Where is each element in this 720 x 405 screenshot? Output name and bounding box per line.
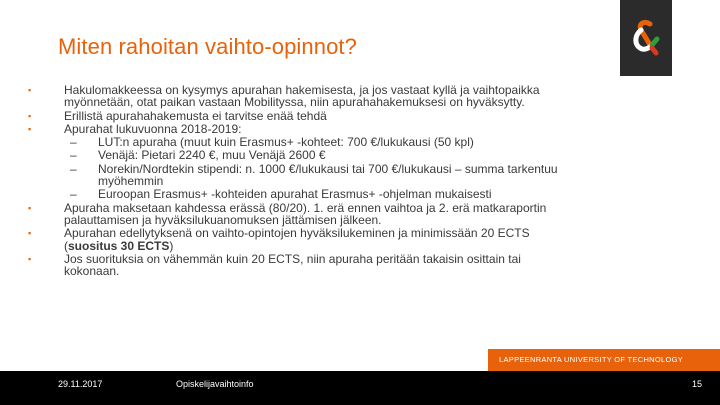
slide-body: [28, 84, 668, 278]
bullet-icon: ▪: [28, 228, 32, 239]
bullet-item: [28, 202, 668, 227]
bullet-icon: ▪: [28, 123, 32, 134]
bullet-text: Apurahat lukuvuonna 2018-2019:: [64, 121, 242, 136]
sub-item-text: Euroopan Erasmus+ -kohteiden apurahat Erasmus+ -ohjelman mukaisesti: [98, 187, 492, 202]
bullet-item: [28, 253, 668, 278]
bullet-text: Apuraha maksetaan kahdessa erässä (80/20). 1. erä ennen vaihtoa ja 2. erä matkaraportin palauttamisen ja hyväksilukuanomuksen jättämisen jälkeen.: [64, 200, 547, 227]
dash-icon: –: [70, 135, 77, 150]
bullet-text: Jos suorituksia on vähemmän kuin 20 ECTS, niin apuraha peritään takaisin osittain tai kokonaan.: [64, 251, 521, 279]
sub-item-text: Venäjä: Pietari 2240 €, muu Venäjä 2600 €: [98, 148, 326, 163]
bullet-text: Hakulomakkeessa on kysymys apurahan hakemisesta, ja jos vastaat kyllä ja vaihtopaikka myönnetään, otat paikan vastaan Mobilityssa, niin apurahahakemuksesi on hyväksytty.: [64, 83, 540, 110]
sub-item: [28, 188, 668, 200]
dash-icon: –: [70, 187, 77, 202]
bullet-icon: ▪: [28, 85, 32, 95]
bullet-item: [28, 123, 668, 135]
ects-recommendation: suositus 30 ECTS: [68, 238, 170, 253]
bullet-icon: ▪: [28, 110, 32, 121]
slide-title: Miten rahoitan vaihto-opinnot?: [58, 34, 357, 59]
dash-icon: –: [70, 161, 77, 176]
dash-icon: –: [70, 148, 77, 163]
lut-logo: [620, 0, 672, 76]
bullet-icon: ▪: [28, 202, 32, 213]
lut-ampersand-logo-icon: [630, 18, 662, 58]
sub-item-text: Norekin/Nordtekin stipendi: n. 1000 €/lukukausi tai 700 €/lukukausi – summa tarkentuu myöhemmin: [98, 161, 558, 189]
bullet-item: [28, 227, 668, 252]
slide-footer: [0, 371, 720, 405]
sub-item: [28, 136, 668, 148]
bullet-item: [28, 84, 668, 109]
sub-item-text: LUT:n apuraha (muut kuin Erasmus+ -kohteet: 700 €/lukukausi (50 kpl): [98, 135, 474, 150]
bullet-icon: ▪: [28, 253, 32, 264]
university-name: LAPPEENRANTA UNIVERSITY OF TECHNOLOGY: [499, 355, 684, 364]
sub-item: [28, 163, 668, 188]
footer-title: Opiskelijavaihtoinfo: [176, 379, 254, 389]
page-number: 15: [692, 379, 703, 389]
footer-date: 29.11.2017: [58, 379, 103, 389]
bullet-text: Erillistä apurahahakemusta ei tarvitse enää tehdä: [64, 108, 327, 123]
bullet-item: [28, 110, 668, 122]
bullet-text: Apurahan edellytyksenä on vaihto-opintojen hyväksilukeminen ja minimissään 20 ECTS (suositus 30 ECTS): [64, 226, 530, 253]
sub-item: [28, 149, 668, 161]
